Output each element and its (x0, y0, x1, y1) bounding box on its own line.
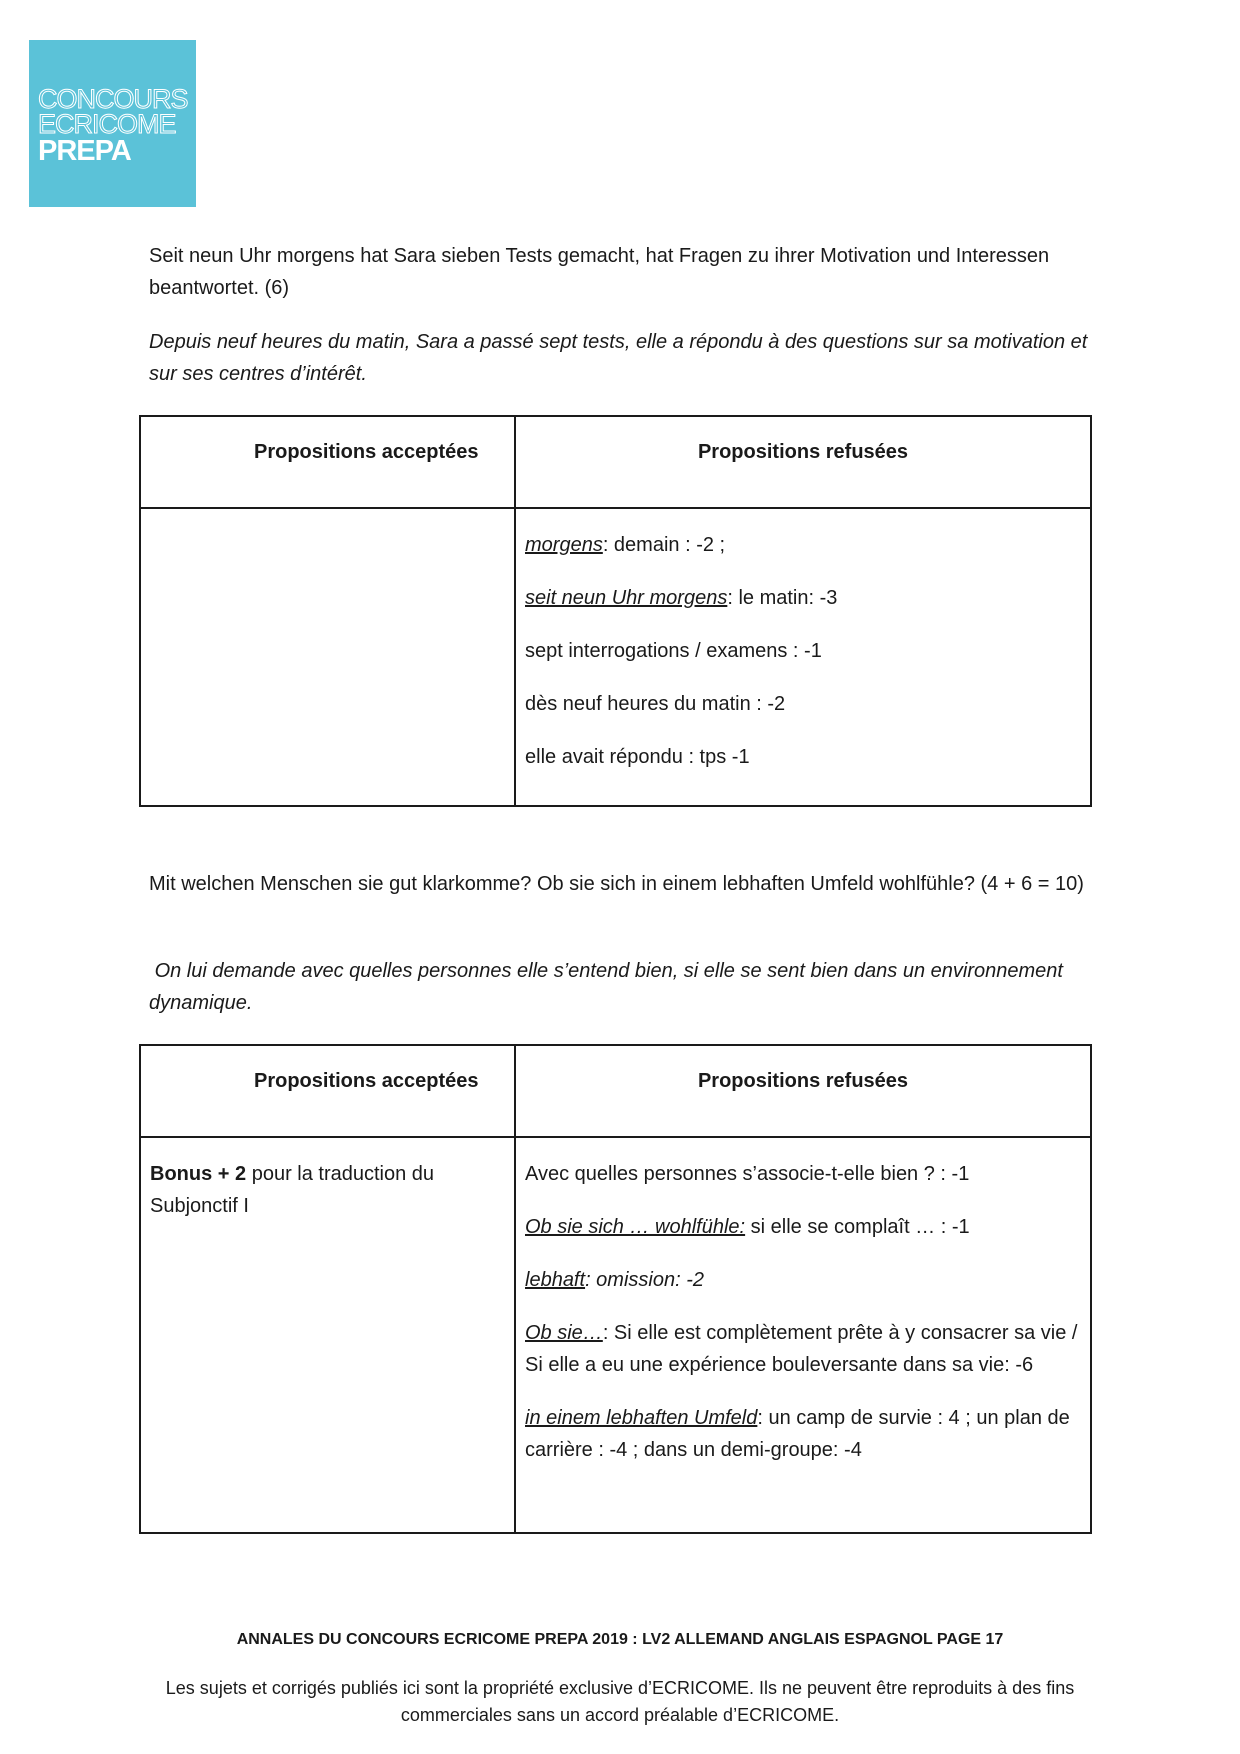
accepted-cell (140, 1137, 515, 1533)
table-header-row (140, 416, 1091, 508)
logo-line-ecricome: ECRICOME (38, 109, 176, 139)
table-body-row (140, 508, 1091, 806)
accepted-item: Bonus + 2 pour la traduction du Subjonctif I (150, 1163, 435, 1217)
table-header-row (140, 1045, 1091, 1137)
header-accepted: Propositions acceptées (140, 1045, 515, 1137)
section2-german-sentence: Mit welchen Menschen sie gut klarkomme? Ob sie sich in einem lebhaften Umfeld wohlfühle? (4 + 6 = 10) (149, 873, 1084, 895)
section1-german-sentence: Seit neun Uhr morgens hat Sara sieben Tests gemacht, hat Fragen zu ihrer Motivation und Interessen beantwortet. (6) (149, 245, 1050, 299)
refused-item: seit neun Uhr morgens: le matin: -3 (525, 587, 838, 609)
refused-cell (515, 1137, 1091, 1533)
header-refused: Propositions refusées (515, 1045, 1091, 1137)
footer-title: ANNALES DU CONCOURS ECRICOME PREPA 2019 : LV2 ALLEMAND ANGLAIS ESPAGNOL PAGE 17 (236, 1631, 1004, 1648)
section1-french-translation: Depuis neuf heures du matin, Sara a passé sept tests, elle a répondu à des questions sur sa motivation et sur ses centres d’intérêt. (149, 331, 1088, 385)
refused-item: lebhaft: omission: -2 (525, 1269, 704, 1291)
refused-item: in einem lebhaften Umfeld: un camp de survie : 4 ; un plan de carrière : -4 ; dans un demi-groupe: -4 (525, 1407, 1070, 1461)
refused-item: Ob sie…: Si elle est complètement prête à y consacrer sa vie / Si elle a eu une expérience bouleversante dans sa vie: -6 (525, 1322, 1078, 1376)
refused-cell (515, 508, 1091, 806)
accepted-cell (140, 508, 515, 806)
refused-item: elle avait répondu : tps -1 (525, 746, 750, 768)
footer-copyright-note: Les sujets et corrigés publiés ici sont la propriété exclusive d’ECRICOME. Ils ne peuvent être reproduits à des fins commerciales sans un accord préalable d’ECRICOME. (165, 1678, 1075, 1725)
ecricome-logo (29, 40, 196, 207)
section2-grading-table (139, 1044, 1092, 1534)
refused-item: morgens: demain : -2 ; (525, 534, 726, 556)
logo-line-prepa: PREPA (38, 135, 131, 167)
refused-item: Avec quelles personnes s’associe-t-elle bien ? : -1 (525, 1163, 970, 1185)
header-refused: Propositions refusées (515, 416, 1091, 508)
table-body-row (140, 1137, 1091, 1533)
refused-item: sept interrogations / examens : -1 (525, 640, 822, 662)
logo-line-concours: CONCOURS (38, 84, 188, 114)
refused-item: dès neuf heures du matin : -2 (525, 693, 786, 715)
refused-item: Ob sie sich … wohlfühle: si elle se complaît … : -1 (525, 1216, 970, 1238)
header-accepted: Propositions acceptées (140, 416, 515, 508)
section1-grading-table (139, 415, 1092, 807)
section2-french-translation: On lui demande avec quelles personnes elle s’entend bien, si elle se sent bien dans un environnement dynamique. (149, 960, 1063, 1014)
